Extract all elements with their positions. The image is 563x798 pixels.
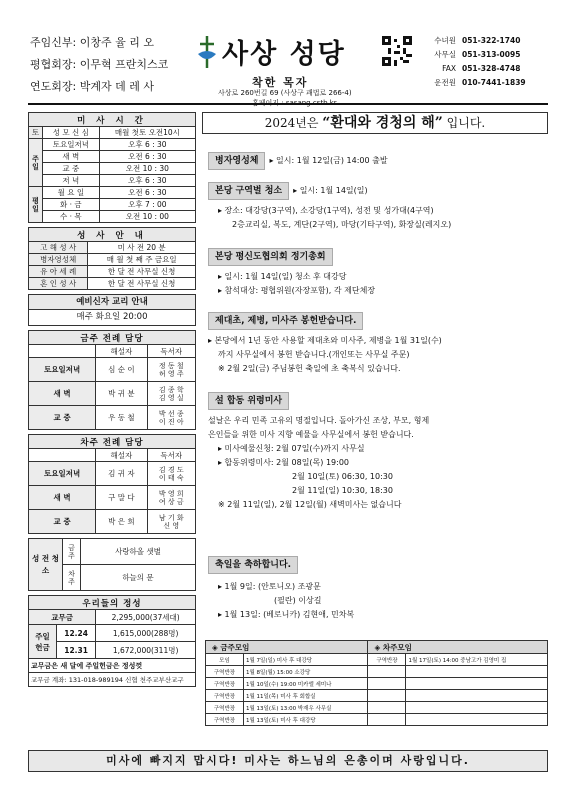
contact-list — [426, 34, 546, 90]
mass-cell: 오전 10 : 30 — [99, 163, 195, 175]
header-divider — [28, 103, 548, 105]
footer-slogan: 미사에 빠지지 맙시다! 미사는 하느님의 은총이며 사랑입니다. — [28, 750, 548, 772]
sacrament-cell: 고 해 성 사 — [29, 242, 88, 254]
meeting-group: 구역반장 — [206, 678, 244, 690]
meetings-this-week-title: ◈ 금주모임 — [206, 641, 368, 654]
staff-pastor: 주임신부: 이창주 율 리 오 — [30, 36, 154, 49]
meetings-next-week-title: ◈ 차주모임 — [368, 641, 548, 654]
meeting-group: 구역반장 — [368, 654, 406, 666]
meeting-time: 1월 10일(수) 19:00 미카엘 세미나 — [244, 678, 368, 690]
section-heading: 축일을 축하합니다. — [208, 556, 298, 574]
mass-cell: 화 · 금 — [43, 199, 100, 211]
mass-group-sunday: 주일 — [29, 139, 43, 187]
liturgy-commentator: 심 순 이 — [96, 358, 147, 382]
mass-cell: 오전 6 : 30 — [99, 151, 195, 163]
contact-driver: 운전원 010-7441-1839 — [434, 78, 526, 87]
mass-cell: 교 중 — [43, 163, 100, 175]
meeting-time: 1월 8일(월) 15:00 소강당 — [244, 666, 368, 678]
liturgy-next-week-table — [28, 434, 196, 534]
cleaning-team: 사랑하올 샛별 — [81, 539, 196, 565]
col-commentator: 해설자 — [96, 449, 147, 462]
liturgy-commentator: 우 동 철 — [96, 406, 147, 430]
liturgy-mass: 토요일저녁 — [29, 462, 96, 486]
section-offering: 제대초, 제병, 미사주 봉헌받습니다. ▸ 본당에서 1년 동안 사용할 제대초와 미사주, 제병을 1월 31일(수) 까지 사무실에서 봉헌 받습니다.(개인또는 사무실 주문) ※ 2월 2일(금) 주님봉헌 축일에 초 축복식 있습니다. — [208, 312, 548, 376]
col-readers: 독서자 — [147, 449, 195, 462]
offering-account: 교무금 계좌: 131-018-989194 신협 천주교부산교구 — [29, 673, 196, 687]
section-cleaning: 본당 구역별 청소 ▸ 일시: 1월 14일(일) ▸ 장소: 대강당(3구역), 소강당(1구역), 성전 및 성가대(4구역) 2층교리실, 복도, 계단(2구역), 마당(기타구역), 화장실(레지오) — [208, 182, 548, 232]
section-heading: 제대초, 제병, 미사주 봉헌받습니다. — [208, 312, 363, 330]
offering-value: 2,295,000(37세대) — [96, 610, 196, 625]
catechumen-time: 매주 화요일 20:00 — [76, 312, 148, 322]
liturgy-readers: 정 동 철 허 영 주 — [147, 358, 195, 382]
liturgy-mass: 교 중 — [29, 406, 96, 430]
liturgy-readers: 박 선 종 이 진 아 — [147, 406, 195, 430]
meeting-group: 구역반장 — [206, 666, 244, 678]
offering-note: 교무금은 새 달에 주일헌금은 정성껏 — [29, 659, 196, 673]
meeting-time: 1월 13일(토) 미사 후 대강당 — [244, 714, 368, 726]
right-column — [202, 112, 548, 619]
mass-cell: 토요일저녁 — [43, 139, 100, 151]
offering-label: 주일 헌금 — [29, 625, 57, 659]
meetings-table — [205, 640, 548, 726]
section-feast: 축일을 축하합니다. ▸ 1월 9일: (안토니오) 조광문 (필란) 이상길 ▸ 1월 13일: (베로니카) 김현애, 민차복 — [208, 556, 548, 622]
mass-cell: 토 — [29, 127, 43, 139]
liturgy-mass: 교 중 — [29, 510, 96, 534]
mass-cell: 매월 첫토 오전10시 — [99, 127, 195, 139]
cleaning-week: 금주 — [63, 539, 81, 565]
col-readers: 독서자 — [147, 345, 195, 358]
offering-value: 1,615,000(288명) — [96, 625, 196, 642]
meeting-group: 모임 — [206, 654, 244, 666]
mass-group-weekday: 평일 — [29, 187, 43, 223]
offering-date: 12.24 — [57, 625, 96, 642]
sacrament-cell: 매 월 첫 째 주 금요일 — [88, 254, 196, 266]
liturgy-commentator: 김 귀 자 — [96, 462, 147, 486]
contact-convent: 수녀원 051-322-1740 — [434, 36, 521, 45]
section-heading: 본당 평신도협의회 정기총회 — [208, 248, 333, 266]
section-newyear-mass: 설 합동 위령미사 설날은 우리 민족 고유의 명절입니다. 돌아가신 조상, 부모, 형제 은인들을 위한 미사 지향 예물을 사무실에서 봉헌 받습니다. ▸ 미사예물신청: 2월 07일(수)까지 사무실 ▸ 합동위령미사: 2월 08일(목) 19:00 2월 10일(토) 06:30, 10:30 2월 11일(일) 10:30, 18:30 ※ 2월 11일(일), 2월 12일(월) 새벽미사는 없습니다 — [208, 392, 548, 512]
mass-cell: 새 벽 — [43, 151, 100, 163]
liturgy-mass: 새 벽 — [29, 486, 96, 510]
liturgy-readers: 김 경 도 이 태 숙 — [147, 462, 195, 486]
sacrament-cell: 한 달 전 사무실 신청 — [88, 278, 196, 290]
meeting-group: 구역반장 — [206, 702, 244, 714]
mass-cell: 오전 6 : 30 — [99, 187, 195, 199]
mass-cell: 성 모 신 심 — [43, 127, 100, 139]
mass-cell: 수 · 목 — [43, 211, 100, 223]
mass-cell: 오후 6 : 30 — [99, 175, 195, 187]
staff-council-president: 평협회장: 이무혁 프란치스코 — [30, 58, 169, 71]
offerings-table — [28, 595, 196, 687]
meeting-time: 1월 13일(토) 13:00 박재우 사무실 — [244, 702, 368, 714]
section-heading: 설 합동 위령미사 — [208, 392, 289, 410]
mass-times-table — [28, 112, 196, 223]
sacrament-cell: 병자영성체 — [29, 254, 88, 266]
mass-cell: 저 녁 — [43, 175, 100, 187]
left-column — [28, 112, 196, 687]
offerings-title: 우리들의 정성 — [29, 596, 196, 610]
sacrament-cell: 유 아 세 례 — [29, 266, 88, 278]
contact-office: 사무실 051-313-0095 — [434, 50, 521, 59]
col-commentator: 해설자 — [96, 345, 147, 358]
liturgy-this-week-table — [28, 330, 196, 430]
meeting-time: 1월 11일(목) 미사 후 회합실 — [244, 690, 368, 702]
meeting-group: 구역반장 — [206, 690, 244, 702]
contact-fax: FAX 051-328-4748 — [442, 64, 521, 73]
catechumen-title: 예비신자 교리 안내 — [29, 295, 195, 310]
liturgy-readers: 박 영 희 여 상 금 — [147, 486, 195, 510]
parish-name: 사상 성당 — [222, 39, 346, 70]
sacraments-title: 성 사 안 내 — [29, 228, 196, 242]
staff-list — [30, 32, 190, 98]
offering-value: 1,672,000(311명) — [96, 642, 196, 659]
liturgy-readers: 남 기 화 신 영 — [147, 510, 195, 534]
liturgy-commentator: 박 귀 분 — [96, 382, 147, 406]
sacraments-table — [28, 227, 196, 290]
parish-address: 사상로 260번길 69 (사상구 괘법로 266-4) — [218, 89, 352, 97]
mass-cell: 오후 6 : 30 — [99, 139, 195, 151]
meeting-time: 1월 7일(일) 미사 후 대강당 — [244, 654, 368, 666]
liturgy-next-week-title: 차주 전례 담당 — [29, 435, 196, 449]
mass-times-title: 미 사 시 간 — [29, 113, 196, 127]
cleaning-table — [28, 538, 196, 591]
sacrament-cell: 미 사 전 20 분 — [88, 242, 196, 254]
liturgy-mass: 토요일저녁 — [29, 358, 96, 382]
mass-cell: 오전 10 : 00 — [99, 211, 195, 223]
mass-cell: 월 요 일 — [43, 187, 100, 199]
cleaning-week: 차주 — [63, 565, 81, 591]
liturgy-this-week-title: 금주 전례 담당 — [29, 331, 196, 345]
section-communion: 병자영성체 ▸ 일시: 1월 12일(금) 14:00 출발 — [208, 152, 548, 170]
offering-label: 교무금 — [29, 610, 96, 625]
year-banner: 2024년은 “환대와 경청의 해” 입니다. — [202, 112, 548, 134]
issue-title: 착한 목자 — [252, 76, 309, 89]
qr-code-icon[interactable] — [382, 36, 412, 66]
liturgy-readers: 김 종 학 김 영 실 — [147, 382, 195, 406]
staff-prayer-president: 연도회장: 박계자 데 레 사 — [30, 80, 154, 93]
section-heading: 본당 구역별 청소 — [208, 182, 289, 200]
cleaning-label: 성 전 청 소 — [29, 539, 63, 591]
liturgy-commentator: 구 말 다 — [96, 486, 147, 510]
section-council: 본당 평신도협의회 정기총회 ▸ 일시: 1월 14일(일) 청소 후 대강당 ▸ 참석대상: 평협위원(자장포함), 각 제단체장 — [208, 248, 548, 298]
meeting-group: 구역반장 — [206, 714, 244, 726]
offering-date: 12.31 — [57, 642, 96, 659]
sacrament-cell: 한 달 전 사무실 신청 — [88, 266, 196, 278]
liturgy-commentator: 박 은 희 — [96, 510, 147, 534]
mass-cell: 오후 7 : 00 — [99, 199, 195, 211]
liturgy-mass: 새 벽 — [29, 382, 96, 406]
meeting-time: 1월 17일(토) 14:00 중남고가 김영미 집 — [406, 654, 548, 666]
catechumen-box — [28, 294, 196, 326]
cleaning-team: 하늘의 문 — [81, 565, 196, 591]
parish-logo-icon — [196, 34, 218, 70]
section-heading: 병자영성체 — [208, 152, 265, 170]
sacrament-cell: 혼 인 성 사 — [29, 278, 88, 290]
